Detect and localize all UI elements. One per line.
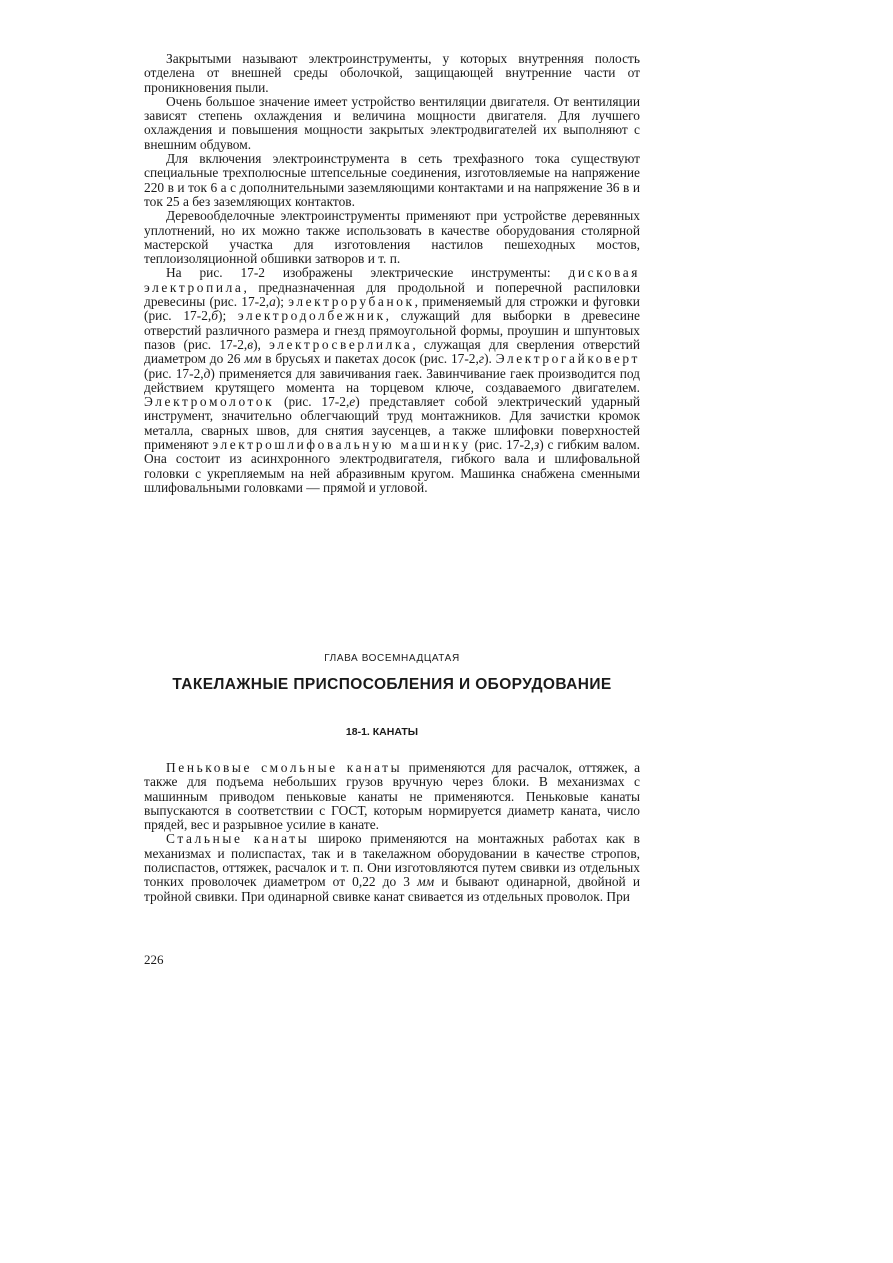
- figure-letter: б: [211, 308, 218, 324]
- term-circular-saw: дисковая электропила: [144, 265, 640, 295]
- text-run: , служащая для сверления отверстий диаметром до 26: [144, 336, 641, 367]
- paragraph-tools-figure: [144, 266, 640, 495]
- figure-letter: а: [269, 294, 276, 310]
- text-run: На рис. 17-2 изображены электрические инструменты:: [166, 265, 569, 281]
- figure-letter: в: [247, 336, 254, 352]
- text-run: ),: [253, 336, 270, 352]
- text-run: и бывают одинарной, двойной и тройной свивки. При одинарной свивке канат свивается из отдельных проволок. При: [144, 874, 640, 904]
- text-run: (рис. 17-2,: [274, 394, 350, 410]
- term-nut-runner: Электрогайковерт: [495, 351, 641, 367]
- text-run: );: [217, 308, 238, 324]
- text-run: ) с гибким валом. Она состоит из асинхронного электродвигателя, гибкого вала и шлифовальной головки с укрепляемым на ней абразивным кругом. Машинка снабжена сменными шлифовальными головками — прямой и угловой.: [144, 437, 641, 495]
- paragraph-hemp-ropes: [144, 761, 640, 832]
- text-run: широко применяются на монтажных работах как в механизмах и полиспастах, так и в такелажном оборудовании в качестве стропов, полиспастов, оттяжек, расчалок и т. п. Они изготовляются путем свивки из отдельных тонких проволочек диаметром от 0,22 до 3: [144, 831, 641, 890]
- text-run: в брусьях и пакетах досок (рис. 17-2,: [261, 351, 479, 367]
- text-run: ) представляет собой электрический ударный инструмент, значительно облегчающий труд монтажников. Для зачистки кромок металла, сварных швов, для снятия заусенцев, а также шлифовки поверхностей применяют: [144, 394, 640, 453]
- text-block-top: [144, 52, 640, 495]
- paragraph-woodworking: Деревообделочные электроинструменты применяют при устройстве деревянных уплотнений, но их можно также использовать в качестве оборудования столярной мастерской участка для изготовления настилов пешеходных мостов, теплоизоляционной обшивки затворов и т. п.: [144, 208, 640, 267]
- figure-letter: г: [478, 351, 485, 367]
- figure-letter: з: [533, 437, 540, 453]
- text-run: ).: [484, 351, 496, 367]
- term-hemp-ropes: Пеньковые смольные канаты: [166, 760, 403, 775]
- figure-letter: е: [349, 394, 356, 410]
- text-run: , служащий для выборки в древесине отверстий различного размера и гнезд прямоугольной формы, проушин и шпунтовых пазов (рис. 17-2,: [144, 308, 641, 352]
- term-electric-chisel: электродолбежник: [237, 308, 386, 324]
- term-electric-hammer: Электромолоток: [144, 394, 275, 410]
- paragraph-ventilation: Очень большое значение имеет устройство вентиляции двигателя. От вентиляции зависят степень охлаждения и величина мощности двигателя. Для лучшего охлаждения и повышения мощности закрытых электродвигателей их выполняют с внешним обдувом.: [144, 93, 640, 152]
- text-run: применяются для расчалок, оттяжек, а также для подъема небольших грузов вручную через блоки. В механизмах с машинным приводом пеньковые канаты не применяются. Пеньковые канаты выпускаются в соответствии с ГОСТ, которым нормируется диаметр каната, число прядей, вес и разрывное усилие в канате.: [144, 760, 641, 833]
- term-electric-drill: электросверлилка: [269, 336, 413, 352]
- figure-letter: д: [203, 365, 211, 381]
- term-grinder: электрошлифовальную машинку: [212, 437, 471, 453]
- page-number: 226: [144, 952, 164, 967]
- paragraph-closed-tools: Закрытыми называют электроинструменты, у которых внутренняя полость отделена от внешней среды оболочкой, защищающей внутренние части от проникновения пыли.: [144, 51, 640, 95]
- text-run: (рис. 17-2,: [144, 365, 204, 381]
- text-run: );: [275, 294, 289, 310]
- unit: мм: [417, 874, 435, 890]
- text-run: , предназначенная для продольной и поперечной распиловки древесины (рис. 17-2,: [144, 279, 640, 310]
- paragraph-connectors: Для включения электроинструмента в сеть трехфазного тока существуют специальные трехполюсные штепсельные соединения, изготовляемые на напряжение 220 в и ток 6 а с дополнительными заземляющими контактами и на напряжение 36 в и ток 25 а без заземляющих контактов.: [144, 151, 640, 209]
- term-steel-ropes: Стальные канаты: [166, 831, 310, 847]
- section-title: 18-1. КАНАТЫ: [345, 726, 419, 738]
- chapter-title: ТАКЕЛАЖНЫЕ ПРИСПОСОБЛЕНИЯ И ОБОРУДОВАНИЕ: [172, 676, 612, 693]
- text-run: (рис. 17-2,: [470, 437, 534, 453]
- paragraph-steel-ropes: [144, 832, 640, 903]
- text-block-bottom: [144, 761, 640, 904]
- unit: мм: [244, 351, 262, 367]
- text-run: , применяемый для строжки и фуговки (рис. 17-2,: [144, 294, 640, 324]
- chapter-label: ГЛАВА ВОСЕМНАДЦАТАЯ: [324, 653, 460, 664]
- text-run: ) применяется для завичивания гаек. Завинчивание гаек производится под действием крутящего момента на торцевом ключе, создаваемого двигателем.: [144, 365, 640, 395]
- term-electric-planer: электрорубанок: [288, 294, 415, 310]
